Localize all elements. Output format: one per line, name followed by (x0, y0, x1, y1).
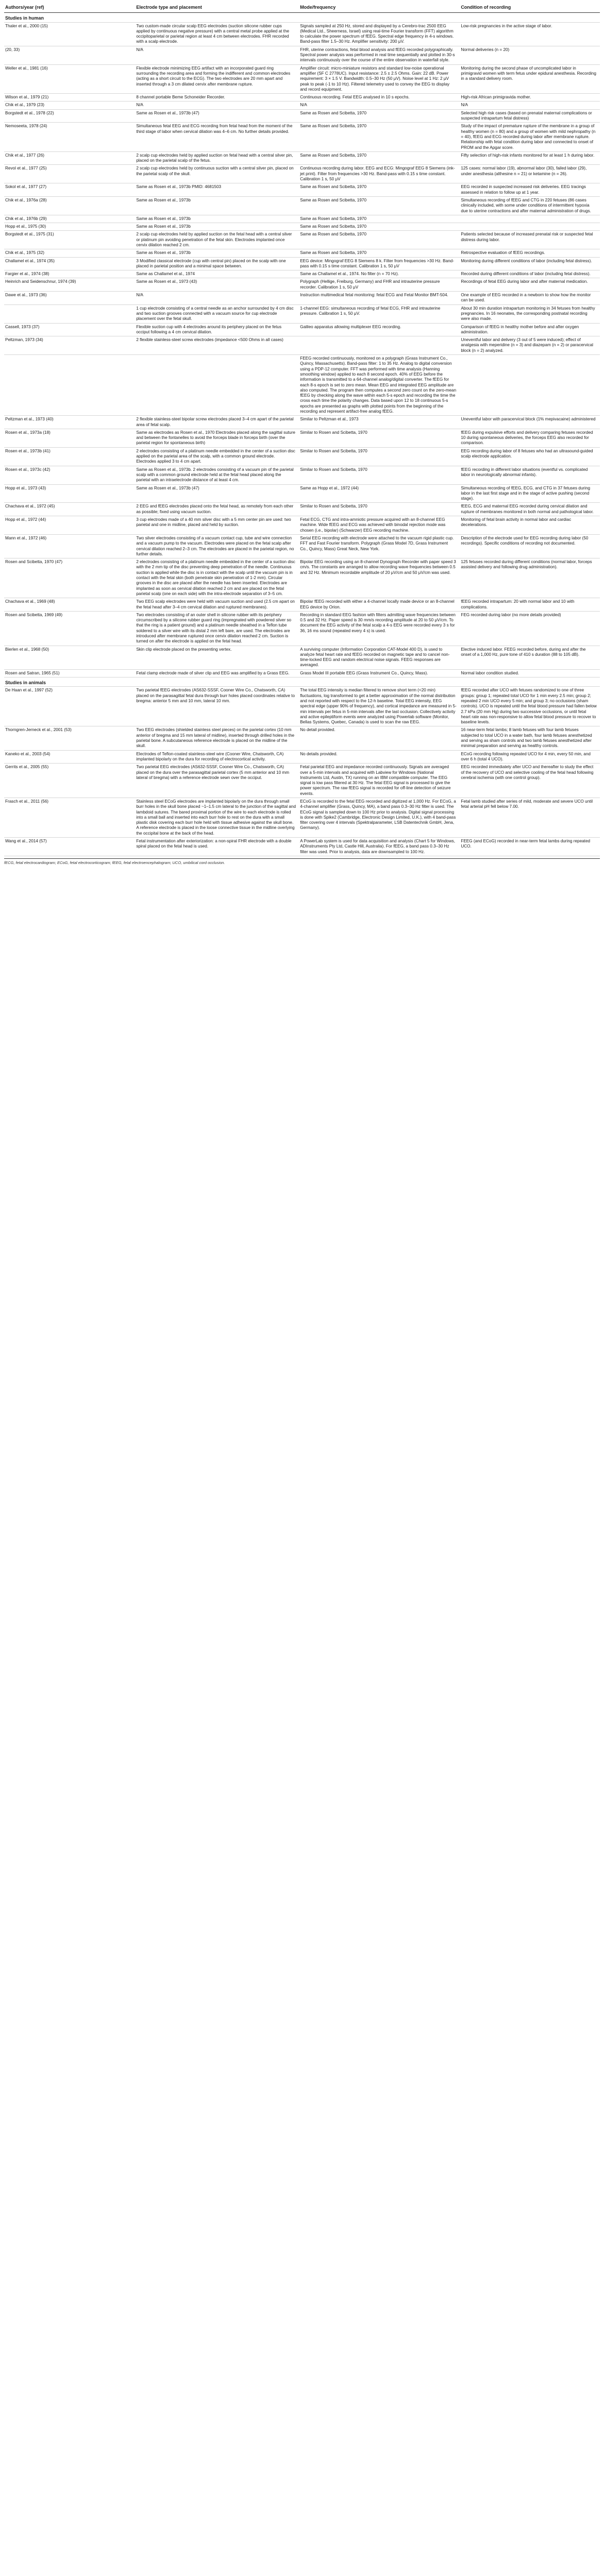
mode-cell: Fetal ECG, CTG and intra-amniotic pressure acquired with an 8-channel EEG machine. Wide fEEG and ECG was achieved with binodal rejection mode was chosen (i.e., bipolar) (Schwarzer) EEG recording machine. (299, 516, 460, 535)
condition-cell: FEEG (and ECoG) recorded in near-term fetal lambs during repeated UCO. (460, 838, 600, 856)
header-mode: Mode/frequency (299, 3, 460, 13)
mode-cell: Same as Challamel et al., 1974. No filter (n = 70 Hz). (299, 270, 460, 278)
authors-cell: Rosen et al., 1973b (41) (4, 447, 135, 466)
authors-cell: Sokol et al., 1977 (27) (4, 183, 135, 197)
condition-cell: About 30 min duration intrapartum monitoring in 34 fetuses from healthy pregnancies. In 16 neonates, the corresponding postnatal recording were also made. (460, 304, 600, 323)
mode-cell: Same as Rosen and Scibetta, 1970 (299, 109, 460, 123)
authors-cell: Dawe et al., 1973 (36) (4, 292, 135, 305)
condition-cell: Retrospective evaluation of fEEG recordings. (460, 249, 600, 257)
authors-cell: Wang et al., 2014 (57) (4, 838, 135, 856)
header-authors: Authors/year (ref) (4, 3, 135, 13)
electrode-cell: 2 scalp cup electrodes held by applied suction on the fetal head with a central silver or platinum pin avoiding penetration of the fetal skin. Electrodes implanted once cervix dilation reached 2 cm. (135, 231, 299, 249)
table-row (4, 278, 600, 292)
mode-cell: Similar to Peltzman et al., 1973 (299, 416, 460, 429)
condition-cell: EEG recorded in suspected increased risk deliveries. EEG tracings assessed in relation to follow up at 1 year. (460, 183, 600, 197)
header-condition: Condition of recording (460, 3, 600, 13)
condition-cell: FEG recorded during labor (no more details provided) (460, 611, 600, 646)
electrode-cell: Same as electrodes as Rosen et al., 1970 Electrodes placed along the sagittal suture and between the fontanelles to avoid the forceps blade in forceps birth (over the parietal region for spontaneous birth) (135, 429, 299, 447)
authors-cell: (20, 33) (4, 46, 135, 64)
authors-cell: Borgstedt et al., 1978 (22) (4, 109, 135, 123)
data-table (4, 3, 600, 856)
table-row (4, 257, 600, 270)
electrode-cell: Electrodes of Teflon-coated stainless-steel wire (Cooner Wire, Chatsworth, CA) implanted bipolarly on the dura for recording of electrocortical activity. (135, 750, 299, 764)
table-row (4, 249, 600, 257)
table-row (4, 558, 600, 598)
condition-cell (460, 355, 600, 416)
table-row (4, 516, 600, 535)
header-row (4, 3, 600, 13)
electrode-cell: Same as Rosen et al., 1973b (135, 215, 299, 223)
authors-cell: Hopp et al., 1973 (43) (4, 484, 135, 503)
authors-cell: Heinrich and Seidenschnur, 1974 (39) (4, 278, 135, 292)
mode-cell: Same as Hopp et al., 1972 (44) (299, 484, 460, 503)
electrode-cell: Two electrodes consisting of an outer shell in silicone rubber with its periphery circumscribed by a silicone rubber guard ring (impregnated with powdered silver so that the ring is a patient ground) and a platinum needle sheathed in a Teflon tube soldered to a silver wire with its distal 2 mm left bare, are used. The electrodes are introduced after membrane ruptured once cervix dilation reached 2 cm. Suction is turned on after the electrode is applied on the fetal head. (135, 611, 299, 646)
table-container (0, 0, 604, 865)
condition-cell: Elective induced labor. FEEG recorded before, during and after the onset of a 1,000 Hz, pure tone of 410 s duration (88 to 105 dB). (460, 646, 600, 669)
table-row (4, 355, 600, 416)
condition-cell: Study of the impact of premature rupture of the membrane in a group of healthy women (n = 80) and a group of women with mild nephropathy (n = 40), fEEG and ECG recorded during labor after membrane rupture. Relationship with fetal condition during labor and connected to onset of PROM and the Apgar score. (460, 123, 600, 151)
electrode-cell: Stainless steel ECoG electrodes are implanted bipolarly on the dura through small burr holes in the skull bone placed ~1–1.5 cm lateral to the junction of the sagittal and lambdoid sutures. The bared proximal portion of the wire to each electrode is rolled into a small ball and inserted into each burr hole to rest on the dura with a small plastic disk covering each burr hole held with tissue adhesive against the skull bone. A reference electrode is placed in the loose connective tissue in the midline overlying the occipital bone at the back of the head. (135, 798, 299, 838)
mode-cell: No detail provided. (299, 726, 460, 750)
condition-cell: One example of EEG recorded in a newborn to show how the monitor can be used. (460, 292, 600, 305)
condition-cell: Recorded during different conditions of labor (including fetal distress). (460, 270, 600, 278)
electrode-cell: Two custom-made circular scalp EEG electrodes (suction silicone rubber cups applied by continuous negative pressure) with a central metal probe applied at the occipitoparietal or parietal region at least 4 cm between electrodes. FHR recorded with a scalp electrode. (135, 22, 299, 46)
electrode-cell: Two silver electrodes consisting of a vacuum contact cup, tube and wire connection and a vacuum pump to the vacuum. Electrodes were placed on the fetal scalp after cervical dilation reached 2–3 cm. The electrodes are placed in the parietal region, no further details. (135, 534, 299, 558)
electrode-cell: Flexible suction cup with 4 electrodes around its periphery placed on the fetus occiput following a 4 cm cervical dilation. (135, 323, 299, 336)
authors-cell: Chik et al., 1976a (28) (4, 196, 135, 215)
authors-cell: Chik et al., 1977 (26) (4, 151, 135, 165)
authors-cell: Cassell, 1973 (37) (4, 323, 135, 336)
mode-cell: Similar to Rosen and Scibetta, 1970 (299, 447, 460, 466)
mode-cell: No details provided. (299, 750, 460, 764)
condition-cell: 125 fetuses recorded during different conditions (normal labor, forceps assisted delivery and following drug administration). (460, 558, 600, 598)
mode-cell: Serial EEG recording with electrode were attached to the vacuum rigid plastic cup. FFT and Fast Fourier transform. Polygraph (Grass Model 7D, Grass Instrument Co., Quincy, Mass) Great Neck, New York. (299, 534, 460, 558)
section-row (4, 677, 600, 687)
authors-cell: Rosen and Scibetta, 1970 (47) (4, 558, 135, 598)
table-row (4, 196, 600, 215)
mode-cell: Same as Rosen and Scibetta, 1970 (299, 183, 460, 197)
authors-cell: Mann et al., 1972 (46) (4, 534, 135, 558)
electrode-cell: Two parietal fEEG electrodes (AS632-SSSF, Cooner Wire Co., Chatsworth, CA) placed on the parasagittal fetal dura through burr holes placed coordinates relative to bregma: anterior 5 mm and 10 mm, lateral 10 mm. (135, 687, 299, 726)
table-row (4, 123, 600, 151)
condition-cell: Fetal lamb studied after series of mild, moderate and severe UCO until fetal arterial pH fell below 7.00. (460, 798, 600, 838)
mode-cell: Same as Rosen and Scibetta, 1970 (299, 249, 460, 257)
mode-cell: Continuous recording. Fetal EEG analysed in 10 s epochs. (299, 94, 460, 101)
section-title: Studies in animals (4, 677, 600, 687)
condition-cell: Normal labor condition studied. (460, 669, 600, 677)
condition-cell: Simultaneous recording of fEEG and CTG in 220 fetuses (86 cases clinically included, with some under conditions of intermittent hypoxia due to uterine contractions and after maternal administration of drugs. (460, 196, 600, 215)
authors-cell: Challamel et al., 1974 (35) (4, 257, 135, 270)
electrode-cell: 2 EEG and fEEG electrodes placed onto the fetal head, as remotely from each other as possible; fixed using vacuum suction. (135, 503, 299, 516)
authors-cell (4, 304, 135, 323)
authors-cell: Chik et al., 1979 (23) (4, 101, 135, 109)
electrode-cell: N/A (135, 46, 299, 64)
electrode-cell: Two EEG electrodes (shielded stainless steel pieces) on the parietal cortex (10 mm anterior of bregma and 15 mm lateral of midline), inserted through drilled holes in the parietal bone. A subcutaneous reference electrode is placed on the midline of the skull. (135, 726, 299, 750)
condition-cell: Monitoring of fetal brain activity in normal labor and cardiac decelerations. (460, 516, 600, 535)
table-row (4, 416, 600, 429)
mode-cell: FHR, uterine contractions, fetal blood analysis and fEEG recorded polygraphically. Spectral power analysis was performed in real time sequentially and plotted in 30-s intervals continuously over the course of the entire observation in waterfall style. (299, 46, 460, 64)
mode-cell: Similar to Rosen and Scibetta, 1970 (299, 503, 460, 516)
table-row (4, 292, 600, 305)
electrode-cell: 8 channel portable Beme Schoneider Recorder. (135, 94, 299, 101)
mode-cell: ECoG is recorded to the fetal EEG recorded and digitized at 1,000 Hz. For ECoG, a 4-channel amplifier (Grass, Quincy, MA), a band pass 0.3–30 Hz filter is used. The ECoG signal is sampled down to 100 Hz prior to analysis. Digital signal processing is done with Spike2 (Cambridge, Electronic Design Limited, U.K.), with 4 band-pass filter covering over 4 intervals (Spektralparameter, LSB Datentechnik GmbH, Jena, Germany). (299, 798, 460, 838)
authors-cell: Rosen et al., 1973a (18) (4, 429, 135, 447)
table-row (4, 503, 600, 516)
condition-cell: EEG recorded immediately after UCO and thereafter to study the effect of the recovery of UCO and selective cooling of the fetal head following cerebral ischemia (with one control group). (460, 764, 600, 798)
authors-cell: De Haan et al., 1997 (52) (4, 687, 135, 726)
condition-cell: Uneventful labor and delivery (3 out of 5 were induced); effect of analgesia with meperidine (n = 3) and diazepam (n = 2) or paracervical block (n = 2) analyzed. (460, 336, 600, 355)
condition-cell: fEEG during expulsive efforts and delivery comparing fetuses recorded 10 during spontaneous deliveries, the forceps EEG also recorded for comparison. (460, 429, 600, 447)
mode-cell: The total EEG intensity is median filtered to remove short term (<20 min) fluctuations, log transformed to get a better approximation of the normal distribution and not reported with respect to the 12-h baseline. Total EEG intensity, EEG spectral edge (upper 90% of frequency), and cortical impedance are measured in 5-min intervals per fetus in 5-min intervals after the last occlusion. Collectively activity and active epileptiform events were analyzed using Powerlab software (Monitor, Bellas Systems, Quebec, Canada) is used to scan the raw EEG. (299, 687, 460, 726)
table-row (4, 764, 600, 798)
authors-cell: Thaler et al., 2000 (15) (4, 22, 135, 46)
electrode-cell: Simultaneous fetal EEG and ECG recording from fetal head from the moment of the third stage of labor when cervical dilation was 4–6 cm. No further details provided. (135, 123, 299, 151)
authors-cell: Thorngren-Jerneck et al., 2001 (53) (4, 726, 135, 750)
mode-cell: Same as Rosen and Scibetta, 1970 (299, 223, 460, 231)
header-electrode: Electrode type and placement (135, 3, 299, 13)
table-row (4, 109, 600, 123)
table-row (4, 304, 600, 323)
table-row (4, 750, 600, 764)
authors-cell: Chachava et al., 1972 (45) (4, 503, 135, 516)
mode-cell: Same as Rosen and Scibetta, 1970 (299, 151, 460, 165)
authors-cell: Hopp et al., 1972 (44) (4, 516, 135, 535)
table-row (4, 215, 600, 223)
mode-cell: EEG device: Mingograf EEG 8 Siemens 8 k. Filter from frequencies >30 Hz. Band-pass with 0.15 s time constant. Calibration 1 s, 50 μV (299, 257, 460, 270)
mode-cell: Same as Rosen and Scibetta, 1970 (299, 196, 460, 215)
condition-cell: High-risk African primigravida mother. (460, 94, 600, 101)
mode-cell: Bipolar fEEG recorded with either a 4-channel locally made device or an 8-channel EEG device by Orion. (299, 598, 460, 612)
electrode-cell: Same as Rosen et al., 1973b PMID: 4681503 (135, 183, 299, 197)
table-row (4, 46, 600, 64)
electrode-cell: Fetal instrumentation after exteriorization: a non-spiral FHR electrode with a double spiral placed on the fetal head is used. (135, 838, 299, 856)
table-row (4, 687, 600, 726)
authors-cell: Wilson et al., 1979 (21) (4, 94, 135, 101)
electrode-cell: 2 electrodes consisting of a platinum needle embedded in the center of a suction disc applied on the parietal area of the scalp, with a common ground electrode. Electrodes applied 3 to 4 cm apart. (135, 447, 299, 466)
table-row (4, 270, 600, 278)
authors-cell: Nemoseeta, 1978 (24) (4, 123, 135, 151)
table-row (4, 611, 600, 646)
condition-cell: Uneventful labor with paracervical block (1% mepivacaine) administered (460, 416, 600, 429)
mode-cell: Continuous recording during labor. EEG and ECG: Mingograf EEG 8 Siemens (ink-jet print). Filter from frequencies >30 Hz. Band-pass with 0.15 s time constant. Calibration 1 s, 50 μV (299, 165, 460, 183)
mode-cell: FEEG recorded continuously, monitored on a polygraph (Grass Instrument Co., Quincy, Massachusetts). Band-pass filter: 1 to 35 Hz. Analog to digital conversion using a PDP-12 computer. FFT was performed with time analysis (Hanning smoothing window) applied to each 8 second epoch. 40% of EEG before the information is transmitted to a 64-channel analog/digital converter. The fEEG for each 8-s epoch is set to zero mean. Mean EEG and integrated EEG amplitude are also computed. The program then computes a second zero count on the zero-mean fEEG by checking along the wave within each 5-s epoch and recording the time the cross each time the polarity changes. Data based upon 12 to 18 continuous 5-s epochs are presented as graphs with plotted points from the beginning of the recording and represent artifact-free analog fEEG. (299, 355, 460, 416)
condition-cell: EEG recording during labor of 8 fetuses who had an ultrasound-guided scalp electrode application. (460, 447, 600, 466)
electrode-cell: Same as Rosen et al., 1973b (135, 249, 299, 257)
table-row (4, 151, 600, 165)
mode-cell: Similar to Rosen and Scibetta, 1970 (299, 429, 460, 447)
authors-cell: Gerrits et al., 2005 (55) (4, 764, 135, 798)
electrode-cell: 3 Modified classical electrode (cup with central pin) placed on the scalp with one placed in parietal position and a minimal space between. (135, 257, 299, 270)
condition-cell: Monitoring during the second phase of uncomplicated labor in primigravid women with term fetus under epidural anesthesia. Recording in a standard delivery room. (460, 64, 600, 93)
table-row (4, 336, 600, 355)
mode-cell: 1-channel EEG: simultaneous recording of fetal ECG, FHR and intrauterine pressure. Calibration 1 s, 50 μV. (299, 304, 460, 323)
authors-cell: Peltzman, 1973 (34) (4, 336, 135, 355)
authors-cell: Borgstedt et al., 1975 (31) (4, 231, 135, 249)
condition-cell: 125 cases: normal labor (19), abnormal labor (30), failed labor (29), under anesthesia (althesine n = 21) or ketamine (n = 26). (460, 165, 600, 183)
electrode-cell (135, 355, 299, 416)
authors-cell: Fargier et al., 1974 (38) (4, 270, 135, 278)
electrode-cell: Same as Rosen et al., 1973b (135, 196, 299, 215)
electrode-cell: 3 cup electrodes made of a 40 mm silver disc with a 5 mm center pin are used: two parietal and one in midline, placed and held by suction. (135, 516, 299, 535)
electrode-cell: Two parietal EEG electrodes (AS632-SSSF, Cooner Wire Co., Chatsworth, CA) placed on the dura over the parasagittal parietal cortex (5 mm anterior and 10 mm lateral of bregma) with a reference electrode sewn over the occiput. (135, 764, 299, 798)
authors-cell: Chachava et al., 1969 (48) (4, 598, 135, 612)
table-row (4, 646, 600, 669)
condition-cell: Recordings of fetal EEG during labor and after maternal medication. (460, 278, 600, 292)
electrode-cell: Same as Rosen et al., 1973 (43) (135, 278, 299, 292)
mode-cell: Same as Rosen and Scibetta, 1970 (299, 231, 460, 249)
table-row (4, 231, 600, 249)
table-row (4, 429, 600, 447)
condition-cell: 16 near-term fetal lambs; 8 lamb fetuses with four lamb fetuses subjected to total UCO in a water bath, four lamb fetuses anesthetized and serving as sham controls and two lamb fetuses anesthetized after minimal preparation and serving as healthy controls. (460, 726, 600, 750)
mode-cell: Recording in standard EEG fashion with filters admitting wave frequencies between 0.5 and 32 Hz. Paper speed is 30 mm/s recording amplitude at 20 to 50 μV/cm. To document the EEG activity of the fetal scalp a 4-s EEG were recorded every 3 s for 36, 16 ms sound (repeated every 4 s) is used. (299, 611, 460, 646)
mode-cell: A PowerLab system is used for data acquisition and analysis (Chart 5 for Windows, ADInstruments Pty Ltd, Castle Hill, Australia). For fEEG, a band pass 0.3–30 Hz filter was used. Prior to analysis, data are downsampled to 100 Hz. (299, 838, 460, 856)
mode-cell: Similar to Rosen and Scibetta, 1970 (299, 466, 460, 484)
mode-cell: Bipolar EEG recording using an 8-channel Dynograph Recorder with paper speed 3 cm/s. The constants are arranged to allow recording wave frequencies between 0.5 and 32 Hz. Minimum recordable amplitude of 20 μV/cm and 50 μV/cm was used. (299, 558, 460, 598)
table-row (4, 64, 600, 93)
electrode-cell: 1 cup electrode consisting of a central needle as an anchor surrounded by 4 cm disc and two suction grooves connected with a vacuum source for cup electrode placement over the fetal skull. (135, 304, 299, 323)
mode-cell: Grass Model III portable EEG (Grass Instrument Co., Quincy, Mass). (299, 669, 460, 677)
electrode-cell: N/A (135, 101, 299, 109)
table-row (4, 726, 600, 750)
electrode-cell: N/A (135, 292, 299, 305)
condition-cell (460, 223, 600, 231)
authors-cell: Peltzman et al., 1973 (40) (4, 416, 135, 429)
electrode-cell: Skin clip electrode placed on the presenting vertex. (135, 646, 299, 669)
table-row (4, 94, 600, 101)
electrode-cell: 2 flexible stainless-steel screw electrodes (impedance <500 Ohms in all cases) (135, 336, 299, 355)
condition-cell: N/A (460, 101, 600, 109)
authors-cell: Frasch et al., 2011 (56) (4, 798, 135, 838)
condition-cell: Comparison of fEEG in healthy mother before and after oxygen administration. (460, 323, 600, 336)
table-row (4, 183, 600, 197)
section-row (4, 13, 600, 22)
authors-cell: Hopp et al., 1975 (30) (4, 223, 135, 231)
electrode-cell: Flexible electrode minimizing EEG artifact with an incorporated guard ring surrounding the recording area and forming the indifferent and common electrodes (acting as a short circuit to the ECG). The two electrodes are 20 mm apart and inserted through a 3 cm dilated cervix after membrane rupture. (135, 64, 299, 93)
condition-cell: fEEG recording in different labor situations (eventful vs. complicated labor in neurologically abnormal infants). (460, 466, 600, 484)
mode-cell: Galileo apparatus allowing multiplexer EEG recording. (299, 323, 460, 336)
condition-cell: Description of the electrode used for EEG recording during labor (50 recordings). Specific conditions of recording not documented. (460, 534, 600, 558)
table-row (4, 838, 600, 856)
table-row (4, 466, 600, 484)
table-row (4, 223, 600, 231)
condition-cell (460, 215, 600, 223)
condition-cell: Patients selected because of increased prenatal risk or suspected fetal distress during labor. (460, 231, 600, 249)
table-row (4, 22, 600, 46)
table-row (4, 534, 600, 558)
authors-cell: Weller et al., 1981 (16) (4, 64, 135, 93)
authors-cell: Revol et al., 1977 (25) (4, 165, 135, 183)
electrode-cell: 2 electrodes consisting of a platinum needle embedded in the center of a suction disc with the 2 mm tip of the disc preventing deep penetration of the needle. Continuous suction is applied while the disc is in contact with the scalp until the vacuum pin is in contact with the fetal skin (both penetrate skin penetration of 1-2 mm). Circular grooves in the disc are placed after the needle has been inserted. Electrodes are implanted as soon as cervical dilation reached 2 cm and are placed on the fetal parietal scalp (one on each side) with the intra-electrode separation of 3–5 cm. (135, 558, 299, 598)
electrode-cell: 2 flexible stainless-steel bipolar screw electrodes placed 3–4 cm apart of the parietal area of fetal scalp. (135, 416, 299, 429)
authors-cell: Kaneko et al., 2003 (54) (4, 750, 135, 764)
table-row (4, 101, 600, 109)
authors-cell: Rosen and Satran, 1965 (51) (4, 669, 135, 677)
table-row (4, 323, 600, 336)
mode-cell: Instruction multimedical fetal monitoring: fetal ECG and Fetal Monitor BMT-504. (299, 292, 460, 305)
electrode-cell: 2 scalp cup electrodes held by continuous suction with a central silver pin, placed on the parietal scalp of the skull. (135, 165, 299, 183)
mode-cell: Same as Rosen and Scibetta, 1970 (299, 215, 460, 223)
electrode-cell: Same as Challamel et al., 1974 (135, 270, 299, 278)
condition-cell: Monitoring during different conditions of labor (including fetal distress). (460, 257, 600, 270)
mode-cell: Signals sampled at 250 Hz, stored and displayed by a Cerebro-trac 2500 EEG (Medical Ltd., Sheerness, Israel) using real-time Fourier transform (FFT) algorithm to calculate the power spectrum of fEEG. Spectral edge frequency in 4-s windows. Band-pass filter 1.5–30 Hz. Amplifier sensitivity: 200 μV. (299, 22, 460, 46)
authors-cell (4, 355, 135, 416)
mode-cell: N/A (299, 101, 460, 109)
table-header (4, 3, 600, 13)
electrode-cell: 2 scalp cup electrodes held by applied suction on fetal head with a central silver pin, placed on the parietal scalp of the fetus. (135, 151, 299, 165)
condition-cell: Selected high risk cases (based on prenatal maternal complications or suspected intrapartum fetal distress) (460, 109, 600, 123)
mode-cell: A surviving computer (Information Corporation CAT-Model 400 D), is used to analyze fetal heart rate and fEEG recorded on magnetic tape and to cancel non-time-locked EEG and random electrical noise signals. FEEG responses are averaged. (299, 646, 460, 669)
condition-cell: fEEG, ECG and maternal EEG recorded during cervical dilation and rupture of membranes monitored in both normal and pathological labor. (460, 503, 600, 516)
table-row (4, 484, 600, 503)
table-body (4, 13, 600, 856)
mode-cell: Same as Rosen and Scibetta, 1970 (299, 123, 460, 151)
electrode-cell: Same as Rosen et al., 1973b. 2 electrodes consisting of a vacuum pin of the parietal scalp with a common ground electrode held at the fetal head placed along the parietal with an intraelectrode distance of at least 4 cm. (135, 466, 299, 484)
condition-cell: Simultaneous recording of fEEG, ECG, and CTG in 37 fetuses during labor in the last first stage and in the stage of active pushing (second stage). (460, 484, 600, 503)
table-row (4, 669, 600, 677)
authors-cell: Bierlen et al., 1968 (50) (4, 646, 135, 669)
table-footnote: fECG, fetal electrocardiogram; ECoG, fetal electrocorticogram; fEEG, fetal electroencephalogram; UCO, umbilical cord occlusion. (4, 858, 600, 865)
table-row (4, 165, 600, 183)
electrode-cell: Same as Rosen et al., 1973b (135, 223, 299, 231)
table-row (4, 798, 600, 838)
condition-cell: ECoG recording following repeated UCO for 4 min, every 50 min, and over 6 h (total 4 UCO). (460, 750, 600, 764)
authors-cell: Rosen et al., 1973c (42) (4, 466, 135, 484)
electrode-cell: Same as Rosen et al., 1973b (47) (135, 484, 299, 503)
condition-cell: Fifty selection of high-risk infants monitored for at least 1 h during labor. (460, 151, 600, 165)
table-row (4, 447, 600, 466)
authors-cell: Rosen and Scibetta, 1969 (49) (4, 611, 135, 646)
authors-cell: Chik et al., 1975 (32) (4, 249, 135, 257)
mode-cell: Polygraph (Hellige, Freiburg, Germany) and FHR and intrauterine pressure recorder. Calibration 1 s, 50 μV (299, 278, 460, 292)
condition-cell: Normal deliveries (n = 20) (460, 46, 600, 64)
electrode-cell: Two EEG scalp electrodes were held with vacuum suction and used (2.5 cm apart on the fetal head after 3–4 cm cervical dilation and ruptured membranes). (135, 598, 299, 612)
mode-cell: Fetal parietal EEG and impedance recorded continuously. Signals are averaged over a 5-min intervals and acquired with Labview for Windows (National Instruments Ltd, Austin, TX) running on an IBM compatible computer. The EEG signal is low pass filtered at 30 Hz. The fetal EEG signal is processed to give the power spectrum. The raw fEEG signal is recorded for off-line detection of seizure events. (299, 764, 460, 798)
mode-cell (299, 336, 460, 355)
condition-cell: fEEG recorded intrapartum: 20 with normal labor and 10 with complications. (460, 598, 600, 612)
electrode-cell: Fetal clamp electrode made of silver clip and EEG was amplified by a Grass EEG. (135, 669, 299, 677)
mode-cell: Amplifier circuit: micro-miniature resistors and standard low-noise operational amplifier (SF C 2778UC). Input resistance: 2.5 ± 2.5 Ohms. Gain: 22 dB. Power requirement: 3 × 1.5 V. Bandwidth: 0.5–30 Hz (50 μV). Noise level at 1 Hz: 2 μV peak to peak (-1 to 10 Hz). Filtered telemetry used to convey the EEG to display and record equipment. (299, 64, 460, 93)
table-row (4, 598, 600, 612)
electrode-cell: Same as Rosen et al., 1973b (47) (135, 109, 299, 123)
authors-cell: Chik et al., 1976b (29) (4, 215, 135, 223)
section-title: Studies in human (4, 13, 600, 22)
condition-cell: fEEG recorded after UCO with fetuses randomized to one of three groups: group 1; repeated total UCO for 1 min every 2.5 min; group 2; repeated 2 min UCO every 5 min; and group 3; no occlusions (sham controls). UCO is repeated until the fetal blood pressure had fallen below 2.7 kPa (20 mm Hg) during two successive occlusions, or until fetal heart rate was non-responsive to allow fetal blood pressure to recover to baseline levels. (460, 687, 600, 726)
condition-cell: Low-risk pregnancies in the active stage of labor. (460, 22, 600, 46)
